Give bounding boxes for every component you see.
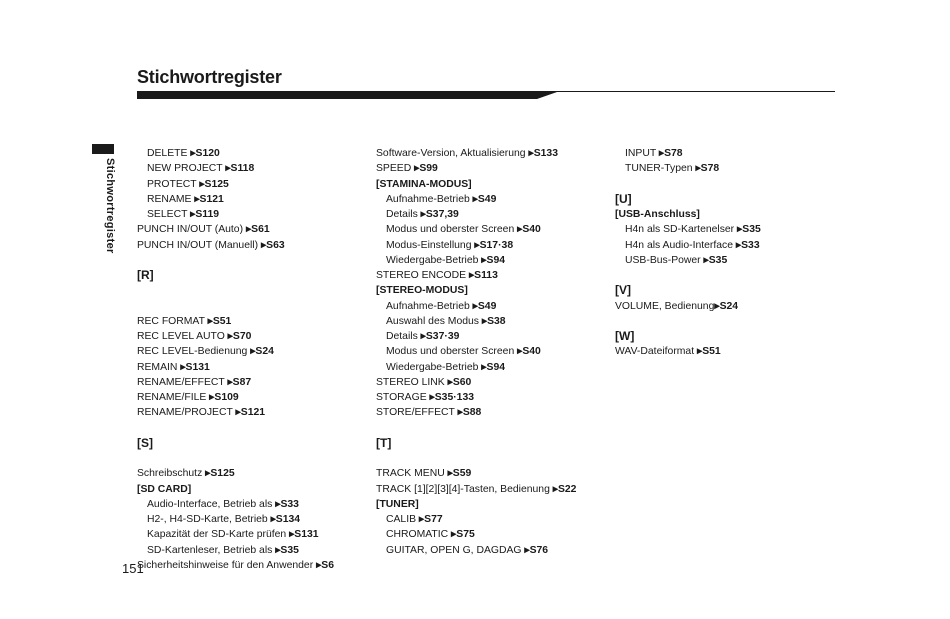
index-entry-text: H4n als SD-Kartenelser [625,224,738,236]
index-entry-text: STEREO ENCODE [376,270,469,281]
index-entry-text: USB-Bus-Power [625,254,704,266]
index-entry-text: STORAGE [376,392,430,403]
index-entry [376,482,608,497]
index-spacer [615,268,835,283]
index-entry-text: REMAIN [137,361,181,373]
index-entry [137,390,365,405]
index-letter-heading: [V] [615,283,631,298]
index-entry-text: [USB-Anschluss] [615,209,700,220]
page-title: Stichwortregister [137,67,282,87]
index-letter-heading: [U] [615,191,632,206]
page-reference-link[interactable]: ▸S63 [260,239,285,251]
index-entry [615,238,835,253]
index-entry-text: SPEED [376,163,415,175]
index-entry [137,329,365,344]
index-entry [137,405,365,420]
index-entry [376,329,608,344]
index-spacer [376,451,608,466]
index-group-heading [137,482,365,497]
index-entry-text: SD-Kartenleser, Betrieb als [147,544,276,556]
index-group-heading [376,177,608,192]
index-entry [376,405,608,420]
index-entry-text: VOLUME, Bedienung [615,300,715,312]
page-number: 151 [122,561,144,576]
index-entry-text: PUNCH IN/OUT (Manuell) [137,239,261,251]
page-reference-link[interactable]: ▸S35·133 [429,392,475,403]
page-reference-link[interactable]: ▸S33 [275,498,299,510]
page-reference-link[interactable]: ▸S38 [481,315,506,327]
index-entry-text: DELETE [147,148,191,159]
index-entry [137,177,365,192]
index-entry-text: [SD CARD] [137,483,192,495]
index-entry-text: TUNER-Typen [625,163,696,175]
index-entry-text: Modus und oberster Screen [386,346,518,358]
index-entry [376,390,608,405]
index-column-3 [615,146,835,360]
page-reference-link[interactable]: ▸S40 [517,346,541,358]
page-reference-link[interactable]: ▸S78 [695,163,720,175]
index-entry [376,238,608,253]
index-entry [615,299,835,314]
index-entry-text: Details [386,331,421,342]
index-spacer [137,283,365,298]
index-entry-text: GUITAR, OPEN G, DAGDAG [386,544,525,556]
index-entry-text: INPUT [625,148,659,159]
index-entry [376,527,608,542]
index-entry [137,497,365,512]
page-reference-link[interactable]: ▸S109 [209,392,239,403]
index-entry-text: TRACK MENU [376,468,448,480]
section-side-label: Stichwortregister [104,158,116,254]
index-entry-text: Auswahl des Modus [386,315,482,327]
page-reference-link[interactable]: ▸S131 [289,529,319,541]
index-entry [137,466,365,481]
page-reference-link[interactable]: ▸S35 [275,544,299,556]
index-entry [137,161,365,176]
index-group-heading [615,207,835,222]
page-reference-link[interactable]: ▸S33 [735,239,760,251]
page-reference-link[interactable]: ▸S35 [703,254,728,266]
page-reference-link[interactable]: ▸S121 [235,407,266,419]
index-entry-text: [TUNER] [376,498,419,510]
index-column-2 [376,146,608,558]
index-entry-text: RENAME/PROJECT [137,407,236,419]
page-reference-link[interactable]: ▸S35 [737,224,761,236]
index-entry [376,360,608,375]
index-entry-text: RENAME/EFFECT [137,376,228,388]
index-entry [137,314,365,329]
index-entry-text: RENAME [147,193,195,205]
index-entry-text: Aufnahme-Betrieb [386,300,473,312]
index-entry [137,146,365,161]
index-entry-text: TRACK [1][2][3][4]-Tasten, Bedienung [376,483,553,495]
index-letter-heading: [T] [376,435,392,450]
page-reference-link[interactable]: ▸S51 [697,346,721,358]
index-entry [137,543,365,558]
index-entry [137,558,365,573]
index-entry [376,268,608,283]
index-entry [137,375,365,390]
page-reference-link[interactable]: ▸S24 [250,346,274,358]
index-entry [615,161,835,176]
index-entry [376,222,608,237]
page-reference-link[interactable]: ▸S40 [517,224,541,236]
title-underline [137,91,835,99]
page-reference-link[interactable]: ▸S24 [714,300,739,312]
index-entry [376,207,608,222]
index-entry-text: Modus-Einstellung [386,239,475,251]
index-entry [376,344,608,359]
index-spacer [376,421,608,436]
page-reference-link[interactable]: ▸S87 [227,376,252,388]
index-entry-text: RENAME/FILE [137,392,210,403]
index-entry-text: WAV-Dateiformat [615,346,697,358]
index-entry-text: Kapazität der SD-Karte prüfen [147,529,290,541]
page-reference-link[interactable]: ▸S121 [194,193,224,205]
index-entry-text: H4n als Audio-Interface [625,239,736,251]
index-entry-text: REC LEVEL-Bedienung [137,346,251,358]
page-reference-link[interactable]: ▸S131 [180,361,210,373]
index-entry [137,512,365,527]
page-reference-link[interactable]: ▸S94 [481,254,506,266]
index-entry [137,527,365,542]
page-reference-link[interactable]: ▸S59 [447,468,472,480]
index-entry [376,146,608,161]
index-entry-text: Sicherheitshinweise für den Anwender [137,559,317,571]
index-entry-text: Schreibschutz [137,468,206,480]
index-entry-text: [STAMINA-MODUS] [376,178,472,190]
page-reference-link[interactable]: ▸S94 [481,361,506,373]
index-entry [376,192,608,207]
page-reference-link[interactable]: ▸S6 [316,559,334,571]
page-reference-link[interactable]: ▸S77 [418,514,443,525]
page-reference-link[interactable]: ▸S60 [447,376,472,388]
index-entry [137,238,365,253]
index-entry-text: Software-Version, Aktualisierung [376,148,529,159]
index-entry [376,253,608,268]
index-entry [376,299,608,314]
index-group-heading [376,497,608,512]
page-reference-link[interactable]: ▸S76 [524,544,549,556]
index-spacer [137,451,365,466]
index-entry [615,146,835,161]
page-reference-link[interactable]: ▸S99 [414,163,438,175]
index-group-heading [376,283,608,298]
page-reference-link[interactable]: ▸S125 [199,178,229,190]
page-reference-link[interactable]: ▸S118 [225,163,255,175]
page-reference-link[interactable]: ▸S78 [658,148,683,159]
index-entry [137,222,365,237]
page-reference-link[interactable]: ▸S133 [528,148,558,159]
index-spacer [137,421,365,436]
index-entry [615,253,835,268]
index-letter-heading: [R] [137,268,154,282]
index-entry-text: Audio-Interface, Betrieb als [147,498,276,510]
index-entry-text: Details [386,209,421,220]
index-entry [137,192,365,207]
index-letter-heading: [S] [137,435,153,450]
page-reference-link[interactable]: ▸S113 [468,270,498,281]
page-reference-link[interactable]: ▸S49 [472,300,497,312]
page-reference-link[interactable]: ▸S125 [205,468,235,480]
page-reference-link[interactable]: ▸S119 [190,209,220,220]
index-column-1 [137,146,365,573]
index-entry-text: STORE/EFFECT [376,407,458,419]
section-tab-marker [92,144,114,154]
index-entry-text: SELECT [147,209,191,220]
index-entry-text: Wiedergabe-Betrieb [386,254,482,266]
index-letter-heading: [W] [615,329,635,343]
index-entry [376,512,608,527]
index-entry [137,207,365,222]
index-entry-text: CALIB [386,514,419,525]
page-reference-link[interactable]: ▸S37·39 [420,331,460,342]
index-entry [137,344,365,359]
index-entry [376,161,608,176]
index-entry-text: STEREO LINK [376,376,448,388]
index-entry [376,375,608,390]
page-reference-link[interactable]: ▸S70 [227,331,252,342]
index-spacer [615,177,835,192]
page-reference-link[interactable]: ▸S61 [245,224,270,236]
page-reference-link[interactable]: ▸S17·38 [474,239,514,251]
index-entry-text: CHROMATIC [386,529,452,541]
index-entry-text: NEW PROJECT [147,163,226,175]
index-entry [376,314,608,329]
index-spacer [137,253,365,268]
page-reference-link[interactable]: ▸S49 [472,193,497,205]
index-entry-text: PROTECT [147,178,200,190]
index-entry-text: Aufnahme-Betrieb [386,193,473,205]
page-reference-link[interactable]: ▸S37,39 [420,209,459,220]
index-entry-text: Wiedergabe-Betrieb [386,361,482,373]
page-reference-link[interactable]: ▸S88 [457,407,482,419]
page-reference-link[interactable]: ▸S51 [207,315,232,327]
page-reference-link[interactable]: ▸S22 [552,483,577,495]
index-entry-text: REC LEVEL AUTO [137,331,228,342]
index-entry-text: REC FORMAT [137,315,208,327]
page-reference-link[interactable]: ▸S75 [451,529,475,541]
index-entry [137,360,365,375]
index-entry-text: H2-, H4-SD-Karte, Betrieb [147,514,271,525]
index-entry-text: [STEREO-MODUS] [376,285,468,297]
index-entry-text: PUNCH IN/OUT (Auto) [137,224,246,236]
index-spacer [137,299,365,314]
index-entry [615,344,835,359]
index-entry [376,543,608,558]
index-entry [615,222,835,237]
index-entry-text: Modus und oberster Screen [386,224,518,236]
page-reference-link[interactable]: ▸S134 [270,514,301,525]
page-reference-link[interactable]: ▸S120 [190,148,220,159]
index-entry [376,466,608,481]
index-spacer [615,314,835,329]
